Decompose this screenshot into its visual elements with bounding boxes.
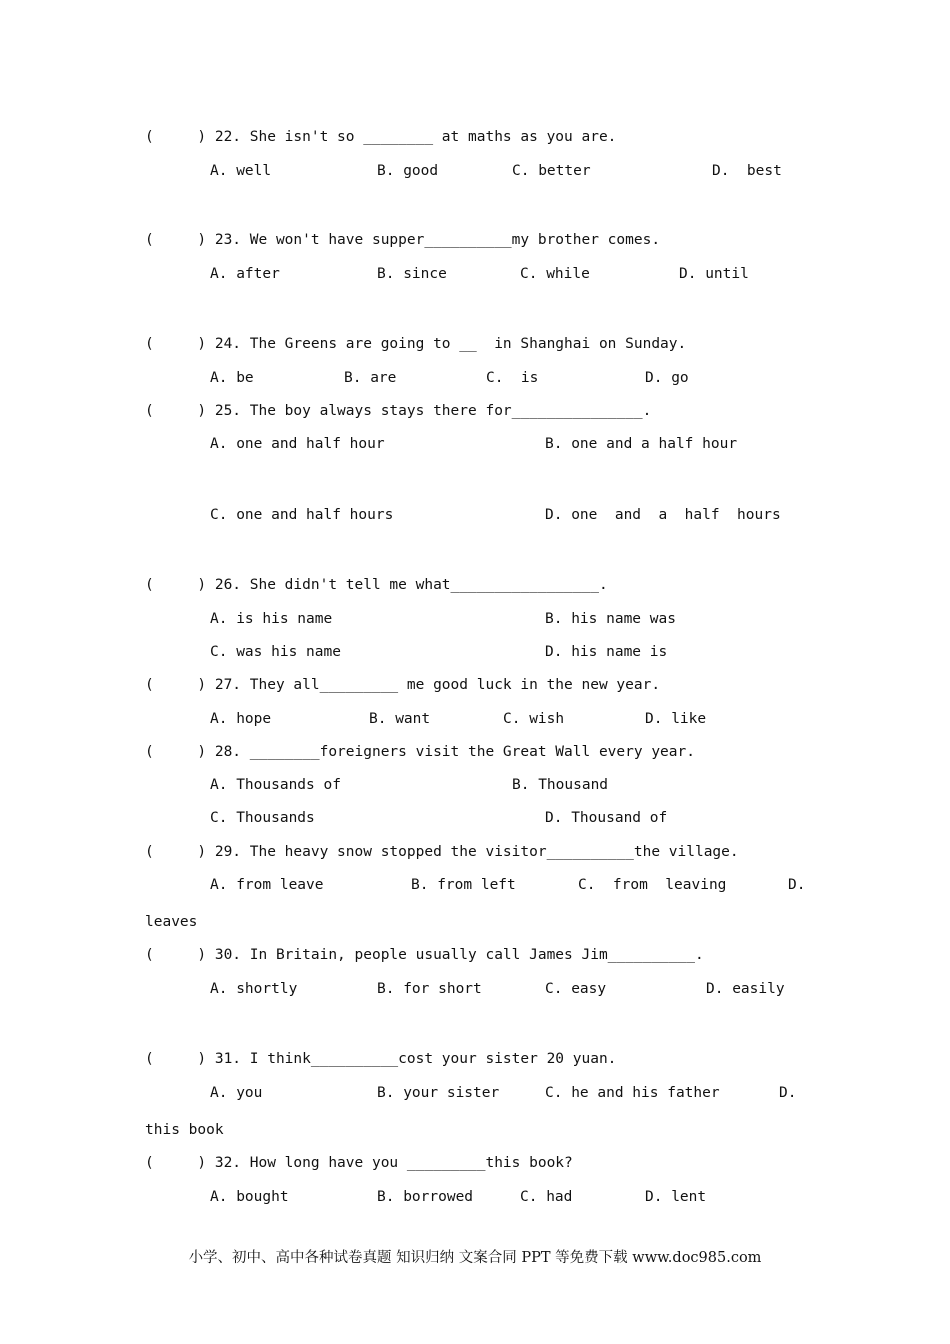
option-d: D. his name is [545,644,668,660]
option-b: B. from left [411,877,516,893]
option-a: A. well [210,163,272,179]
option-d: D. easily [706,981,785,997]
option-d: D. until [679,266,749,282]
option-d: D. Thousand of [545,810,668,826]
option-d: D. best [712,163,782,179]
option-c: C. while [520,266,590,282]
option-a: A. shortly [210,981,298,997]
option-a: A. one and half hour [210,436,385,452]
option-c: C. had [520,1189,573,1205]
option-b: B. Thousand [512,777,609,793]
option-a: A. Thousands of [210,777,341,793]
option-d-text: this book [145,1122,224,1138]
question-30: ( ) 30. In Britain, people usually call James Jim__________. [145,947,704,963]
question-29: ( ) 29. The heavy snow stopped the visitor__________the village. [145,844,739,860]
option-a: A. you [210,1085,263,1101]
question-32: ( ) 32. How long have you _________this book? [145,1155,573,1171]
option-b: B. his name was [545,611,676,627]
option-c: C. wish [503,711,565,727]
option-d: D. one and a half hours [545,507,781,523]
option-c: C. from leaving [578,877,727,893]
option-d: D. [779,1085,797,1101]
option-a: A. be [210,370,254,386]
option-b: B. your sister [377,1085,500,1101]
option-a: A. is his name [210,611,333,627]
option-c: C. Thousands [210,810,315,826]
option-c: C. one and half hours [210,507,394,523]
question-24: ( ) 24. The Greens are going to __ in Shanghai on Sunday. [145,336,687,352]
question-27: ( ) 27. They all_________ me good luck in the new year. [145,677,661,693]
question-23: ( ) 23. We won't have supper__________my brother comes. [145,232,661,248]
question-25: ( ) 25. The boy always stays there for_______________. [145,403,652,419]
option-b: B. since [377,266,447,282]
page-footer: 小学、初中、高中各种试卷真题 知识归纳 文案合同 PPT 等免费下载 www.doc985.com [188,1250,762,1266]
option-d: D. [788,877,806,893]
question-22: ( ) 22. She isn't so ________ at maths as you are. [145,129,617,145]
option-b: B. borrowed [377,1189,474,1205]
option-d-text: leaves [145,914,198,930]
option-b: B. want [369,711,431,727]
question-31: ( ) 31. I think__________cost your sister 20 yuan. [145,1051,617,1067]
option-c: C. was his name [210,644,341,660]
option-d: D. go [645,370,689,386]
question-26: ( ) 26. She didn't tell me what_________________. [145,577,608,593]
option-b: B. are [344,370,397,386]
option-c: C. he and his father [545,1085,720,1101]
option-d: D. like [645,711,707,727]
option-a: A. hope [210,711,272,727]
option-c: C. is [486,370,539,386]
option-a: A. after [210,266,280,282]
question-28: ( ) 28. ________foreigners visit the Great Wall every year. [145,744,695,760]
option-b: B. for short [377,981,482,997]
option-c: C. better [512,163,591,179]
option-b: B. one and a half hour [545,436,738,452]
option-b: B. good [377,163,439,179]
option-a: A. from leave [210,877,324,893]
option-d: D. lent [645,1189,707,1205]
option-a: A. bought [210,1189,289,1205]
option-c: C. easy [545,981,607,997]
